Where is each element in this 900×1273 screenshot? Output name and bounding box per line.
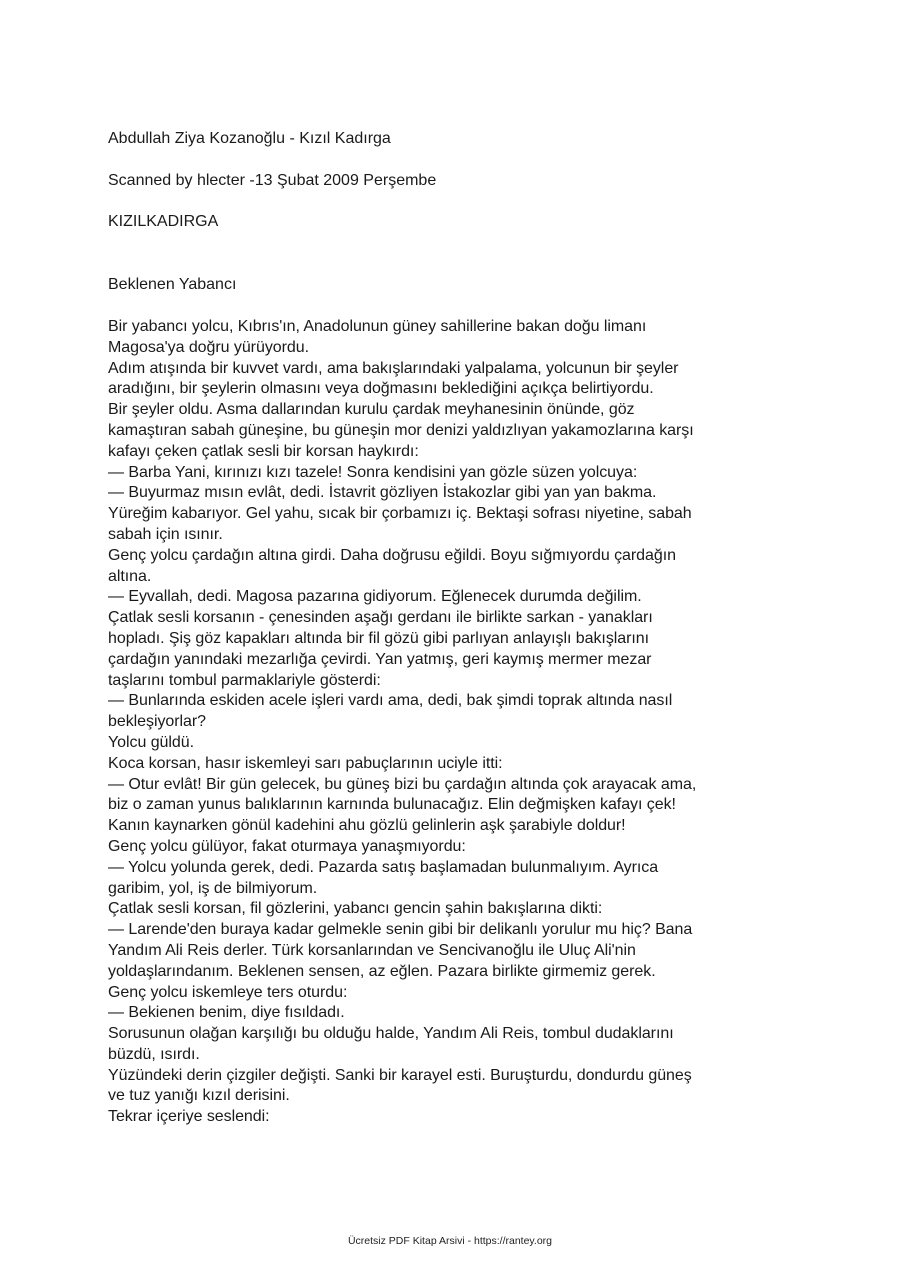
body-line: — Larende'den buraya kadar gelmekle senin gibi bir delikanlı yorulur mu hiç? Bana — [108, 921, 693, 939]
body-line: — Otur evlât! Bir gün gelecek, bu güneş bizi bu çardağın altında çok arayacak ama, — [108, 775, 697, 793]
body-line: aradığını, bir şeylerin olmasını veya doğmasını beklediğini açıkça belirtiyordu. — [108, 380, 654, 398]
book-title: KIZILKADIRGA — [108, 213, 219, 230]
body-line: — Yolcu yolunda gerek, dedi. Pazarda satış başlamadan bulunmalıyım. Ayrıca — [108, 858, 659, 876]
body-line: Genç yolcu çardağın altına girdi. Daha doğrusu eğildi. Boyu sığmıyordu çardağın — [108, 546, 676, 564]
body-line: Bir şeyler oldu. Asma dallarından kurulu çardak meyhanesinin önünde, göz — [108, 401, 635, 419]
body-line: garibim, yol, iş de bilmiyorum. — [108, 879, 318, 897]
body-line: Yüzündeki derin çizgiler değişti. Sanki bir karayel esti. Buruşturdu, dondurdu güneş — [108, 1066, 692, 1084]
body-line: biz o zaman yunus balıklarının karnında bulunacağız. Elin değmişken kafayı çek! — [108, 796, 676, 814]
scan-note-line: Scanned by hlecter -13 Şubat 2009 Perşembe — [108, 172, 437, 189]
body-line: Bir yabancı yolcu, Kıbrıs'ın, Anadolunun güney sahillerine bakan doğu limanı — [108, 318, 647, 335]
body-line: büzdü, ısırdı. — [108, 1045, 200, 1063]
body-line: Yüreğim kabarıyor. Gel yahu, sıcak bir çorbamızı iç. Bektaşi sofrası niyetine, sabah — [108, 505, 692, 523]
body-line: — Bunlarında eskiden acele işleri vardı ama, dedi, bak şimdi toprak altında nasıl — [108, 692, 673, 710]
author-title-line: Abdullah Ziya Kozanoğlu - Kızıl Kadırga — [108, 130, 391, 147]
body-line: yoldaşlarındanım. Beklenen sensen, az eğlen. Pazara birlikte girmemiz gerek. — [108, 962, 656, 980]
body-line: ve tuz yanığı kızıl derisini. — [108, 1087, 290, 1105]
body-line: Koca korsan, hasır iskemleyi sarı pabuçlarının uciyle itti: — [108, 754, 503, 772]
body-line: Genç yolcu gülüyor, fakat oturmaya yanaşmıyordu: — [108, 837, 466, 855]
body-line: — Buyurmaz mısın evlât, dedi. İstavrit gözliyen İstakozlar gibi yan yan bakma. — [108, 484, 657, 502]
footer-note: Ücretsiz PDF Kitap Arsivi - https://rantey.org — [347, 1235, 553, 1247]
body-line: — Bekienen benim, diye fısıldadı. — [108, 1004, 345, 1022]
body-line: Magosa'ya doğru yürüyordu. — [108, 338, 309, 356]
body-line: hopladı. Şiş göz kapakları altında bir fil gözü gibi parlıyan anlayışlı bakışlarını — [108, 629, 650, 647]
body-line: — Barba Yani, kırınızı kızı tazele! Sonra kendisini yan gözle süzen yolcuya: — [108, 463, 638, 481]
body-line: Çatlak sesli korsan, fil gözlerini, yabancı gencin şahin bakışlarına dikti: — [108, 900, 603, 918]
body-line: kamaştıran sabah güneşine, bu güneşin mor denizi yaldızlıyan yakamozlarına karşı — [108, 421, 694, 439]
body-text — [108, 317, 808, 1128]
body-line: Sorusunun olağan karşılığı bu olduğu halde, Yandım Ali Reis, tombul dudaklarını — [108, 1025, 674, 1043]
body-line: taşlarını tombul parmaklariyle gösterdi: — [108, 671, 381, 689]
body-line: Kanın kaynarken gönül kadehini ahu gözlü gelinlerin aşk şarabiyle doldur! — [108, 817, 626, 835]
body-line: Adım atışında bir kuvvet vardı, ama bakışlarındaki yalpalama, yolcunun bir şeyler — [108, 359, 679, 377]
body-line: Tekrar içeriye seslendi: — [108, 1108, 270, 1126]
body-line: çardağın yanındaki mezarlığa çevirdi. Yan yatmış, geri kaymış mermer mezar — [108, 650, 652, 668]
body-line: Yolcu güldü. — [108, 733, 194, 751]
body-line: Yandım Ali Reis derler. Türk korsanlarından ve Sencivanoğlu ile Uluç Ali'nin — [108, 941, 636, 959]
body-line: Genç yolcu iskemleye ters oturdu: — [108, 983, 348, 1001]
body-line: bekleşiyorlar? — [108, 713, 207, 731]
body-line: kafayı çeken çatlak sesli bir korsan haykırdı: — [108, 442, 419, 460]
body-line: Çatlak sesli korsanın - çenesinden aşağı gerdanı ile birlikte sarkan - yanakları — [108, 609, 653, 627]
body-line: sabah için ısınır. — [108, 525, 223, 543]
body-line: altına. — [108, 567, 152, 585]
body-line: — Eyvallah, dedi. Magosa pazarına gidiyorum. Eğlenecek durumda değilim. — [108, 588, 642, 606]
chapter-title: Beklenen Yabancı — [108, 276, 237, 293]
